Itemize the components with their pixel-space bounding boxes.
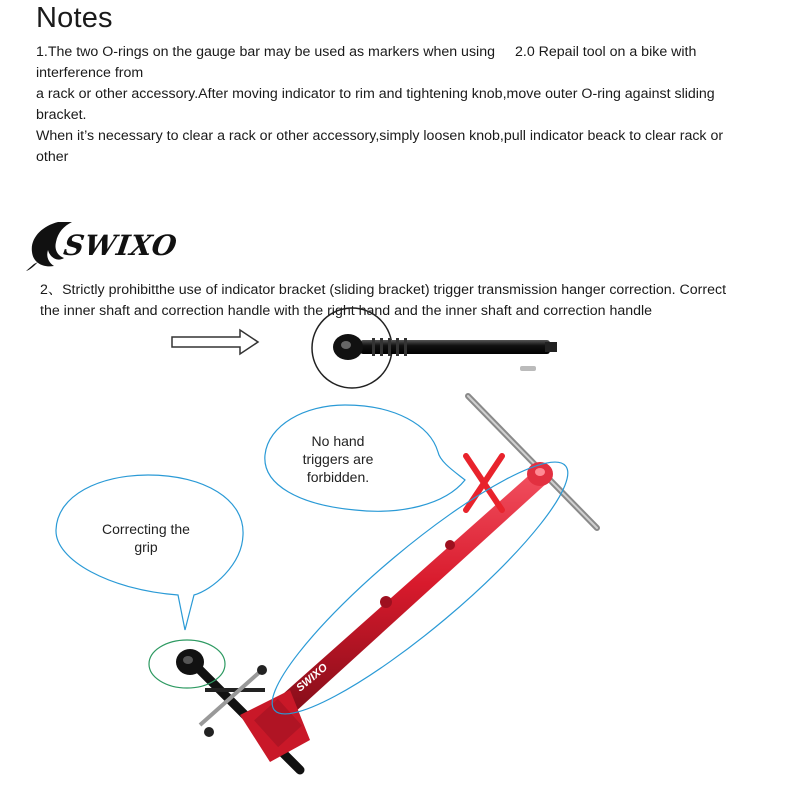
note-2-line-2: the inner shaft and correction handle with the right hand and the inner shaft and correction handle: [40, 303, 653, 319]
note-1-line-3: a rack or other accessory.After moving indicator to rim and tightening knob,move outer O-ring against sliding: [36, 86, 715, 102]
note-1-line-4: bracket.: [36, 107, 87, 123]
tool-brand-label: SWIXO: [294, 661, 331, 695]
bubble-left-text: Correcting the grip: [102, 521, 190, 555]
page-title: Notes: [36, 2, 113, 34]
note-1-line-2: interference from: [36, 65, 144, 81]
inner-shaft-image: [312, 308, 557, 388]
note-1-line-1: 1.The two O-rings on the gauge bar may be used as markers when using 2.0 Repail tool on a bike with: [36, 44, 697, 60]
arrow-right-icon: [172, 330, 258, 354]
brand-logo-text: SWIXO: [61, 229, 180, 262]
t-bar-rod: [468, 396, 597, 528]
note-2-line-1: 2、Strictly prohibitthe use of indicator bracket (sliding bracket) trigger transmission hanger correction. Correct: [40, 282, 727, 298]
note-1-line-5: When it’s necessary to clear a rack or other accessory,simply loosen knob,pull indicator beack to clear rack or: [36, 128, 724, 144]
bubble-right-text: No hand triggers are forbidden.: [302, 433, 374, 485]
forbidden-cross-icon: [466, 456, 502, 510]
note-1-line-6: other: [36, 149, 69, 165]
